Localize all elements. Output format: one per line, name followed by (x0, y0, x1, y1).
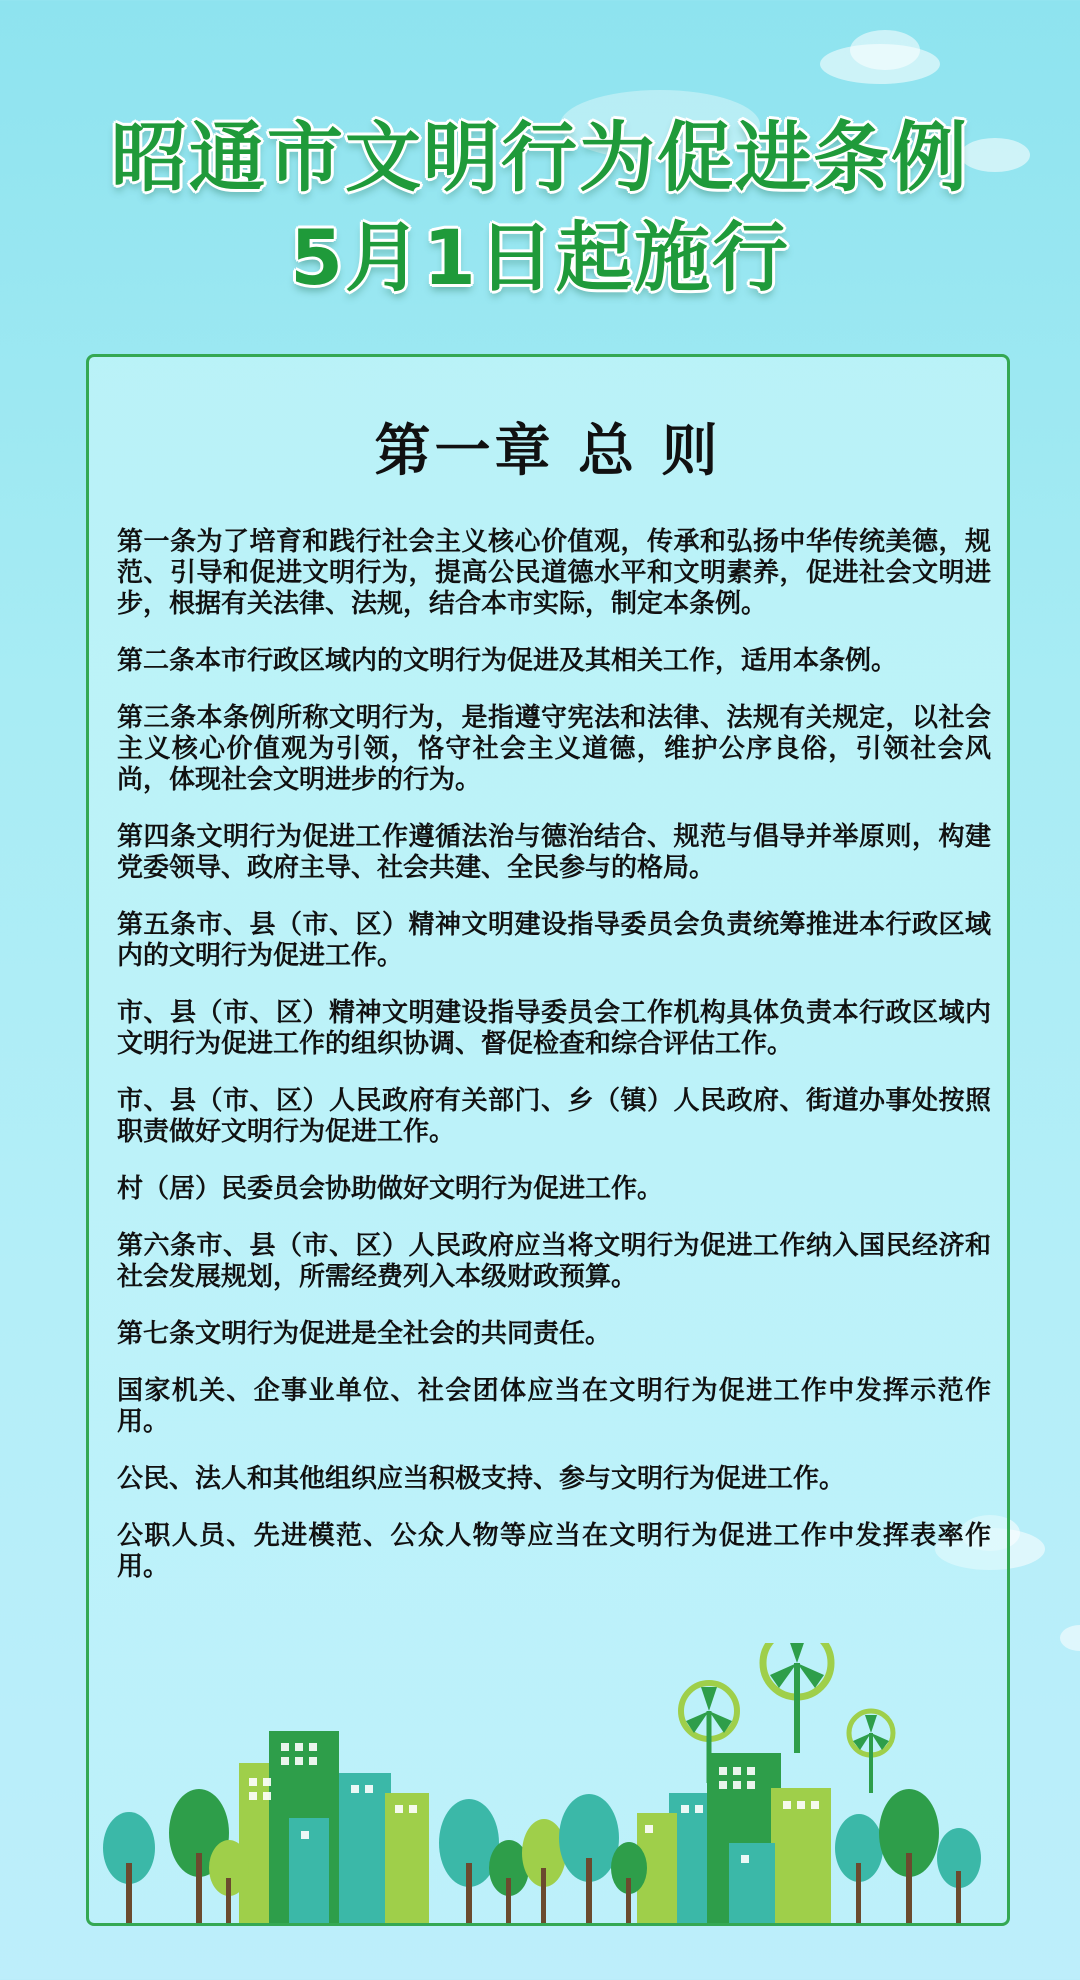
title-line-1: 昭通市文明行为促进条例 (111, 113, 969, 202)
cloud-decoration (850, 30, 920, 70)
article-paragraph: 村（居）民委员会协助做好文明行为促进工作。 (117, 1174, 664, 1204)
tree-icon (879, 1789, 939, 1923)
article-paragraph: 第一条为了培育和践行社会主义核心价值观，传承和弘扬中华传统美德，规范、引导和促进文明行为，提高公民道德水平和文明素养，促进社会文明进步，根据有关法律、法规，结合本市实际，制定本条例。 (117, 527, 991, 619)
title-line-2: 5月1日起施行 (290, 213, 790, 302)
content-panel (86, 354, 1010, 1926)
article-paragraph: 公职人员、先进模范、公众人物等应当在文明行为促进工作中发挥表率作用。 (117, 1521, 991, 1582)
article-paragraph: 公民、法人和其他组织应当积极支持、参与文明行为促进工作。 (117, 1464, 846, 1494)
tree-icon (559, 1794, 619, 1923)
article-paragraph: 第四条文明行为促进工作遵循法治与德治结合、规范与倡导并举原则，构建党委领导、政府主导、社会共建、全民参与的格局。 (117, 822, 991, 883)
wind-turbine-icon (849, 1711, 893, 1793)
article-paragraph: 第五条市、县（市、区）精神文明建设指导委员会负责统筹推进本行政区域内的文明行为促进工作。 (117, 910, 991, 971)
cloud-decoration (1060, 1625, 1080, 1651)
article-paragraph: 第六条市、县（市、区）人民政府应当将文明行为促进工作纳入国民经济和社会发展规划，所需经费列入本级财政预算。 (117, 1231, 991, 1292)
chapter-heading: 第一章 总 则 (374, 419, 722, 484)
tree-icon (103, 1812, 155, 1923)
page-title (0, 108, 1080, 308)
tree-icon (835, 1814, 883, 1923)
city-skyline-illustration (89, 1643, 1010, 1923)
article-list (117, 527, 991, 1609)
article-paragraph: 市、县（市、区）精神文明建设指导委员会工作机构具体负责本行政区域内文明行为促进工作的组织协调、督促检查和综合评估工作。 (117, 998, 991, 1059)
article-paragraph: 第二条本市行政区域内的文明行为促进及其相关工作，适用本条例。 (117, 646, 898, 676)
tree-icon (937, 1828, 981, 1923)
article-paragraph: 第七条文明行为促进是全社会的共同责任。 (117, 1319, 612, 1349)
article-paragraph: 市、县（市、区）人民政府有关部门、乡（镇）人民政府、街道办事处按照职责做好文明行为促进工作。 (117, 1086, 991, 1147)
article-paragraph: 第三条本条例所称文明行为，是指遵守宪法和法律、法规有关规定，以社会主义核心价值观为引领，恪守社会主义道德，维护公序良俗，引领社会风尚，体现社会文明进步的行为。 (117, 703, 991, 795)
wind-turbine-icon (763, 1643, 831, 1753)
article-paragraph: 国家机关、企事业单位、社会团体应当在文明行为促进工作中发挥示范作用。 (117, 1376, 991, 1437)
